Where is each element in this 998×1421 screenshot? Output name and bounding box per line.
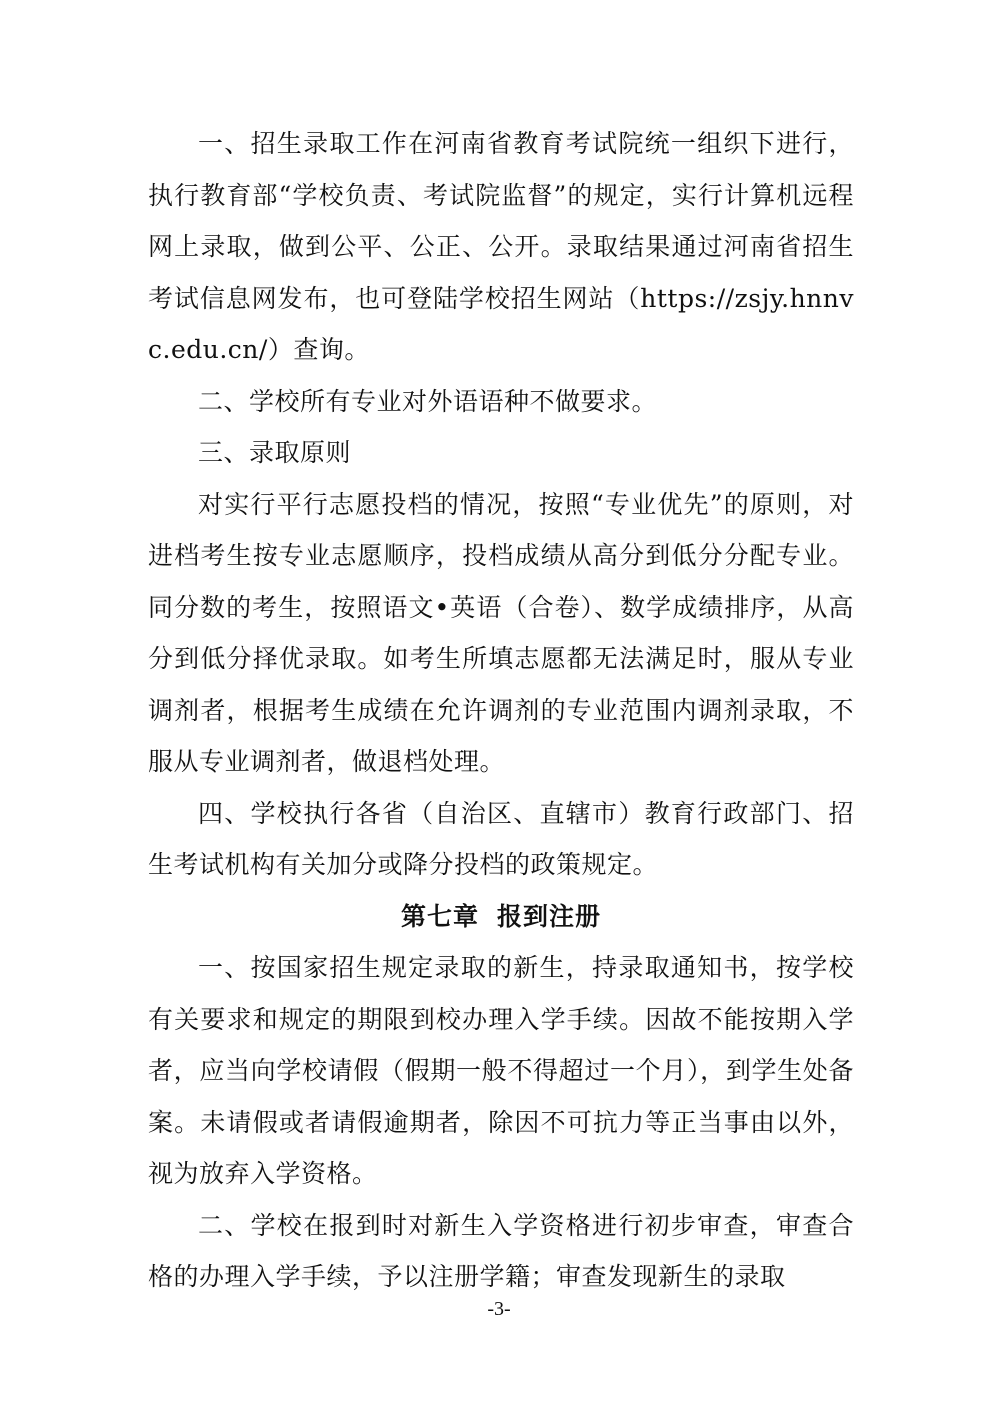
document-body xyxy=(148,118,854,1303)
chapter-title: 报到注册 xyxy=(497,901,602,931)
paragraph-foreign-language: 二、学校所有专业对外语语种不做要求。 xyxy=(198,386,658,416)
paragraph-enrollment-procedure: 一、按国家招生规定录取的新生，持录取通知书，按学校有关要求和规定的期限到校办理入学手续。因故不能按期入学者，应当向学校请假（假期一般不得超过一个月），到学生处备案。未请假或者请假逾期者，除因不可抗力等正当事由以外，视为放弃入学资格。 xyxy=(148,953,854,1188)
chapter-heading xyxy=(148,891,854,943)
paragraph-admission-organization: 一、招生录取工作在河南省教育考试院统一组织下进行，执行教育部“学校负责、考试院监督”的规定，实行计算机远程网上录取，做到公平、公正、公开。录取结果通过河南省招生考试信息网发布，也可登陆学校招生网站（https://zsjy.hnnvc.edu.cn/）查询。 xyxy=(148,129,854,364)
page-number: -3- xyxy=(487,1298,511,1320)
paragraph-admission-principle-heading: 三、录取原则 xyxy=(198,438,352,467)
chapter-number: 第七章 xyxy=(400,901,479,931)
paragraph-admission-principle: 对实行平行志愿投档的情况，按照“专业优先”的原则，对进档考生按专业志愿顺序，投档成绩从高分到低分分配专业。同分数的考生，按照语文•英语（合卷）、数学成绩排序，从高分到低分择优录取。如考生所填志愿都无法满足时，服从专业调剂者，根据考生成绩在允许调剂的专业范围内调剂录取，不服从专业调剂者，做退档处理。 xyxy=(148,489,854,776)
paragraph-qualification-review: 二、学校在报到时对新生入学资格进行初步审查，审查合格的办理入学手续，予以注册学籍；审查发现新生的录取 xyxy=(148,1210,854,1291)
paragraph-bonus-points-policy: 四、学校执行各省（自治区、直辖市）教育行政部门、招生考试机构有关加分或降分投档的政策规定。 xyxy=(148,798,854,879)
